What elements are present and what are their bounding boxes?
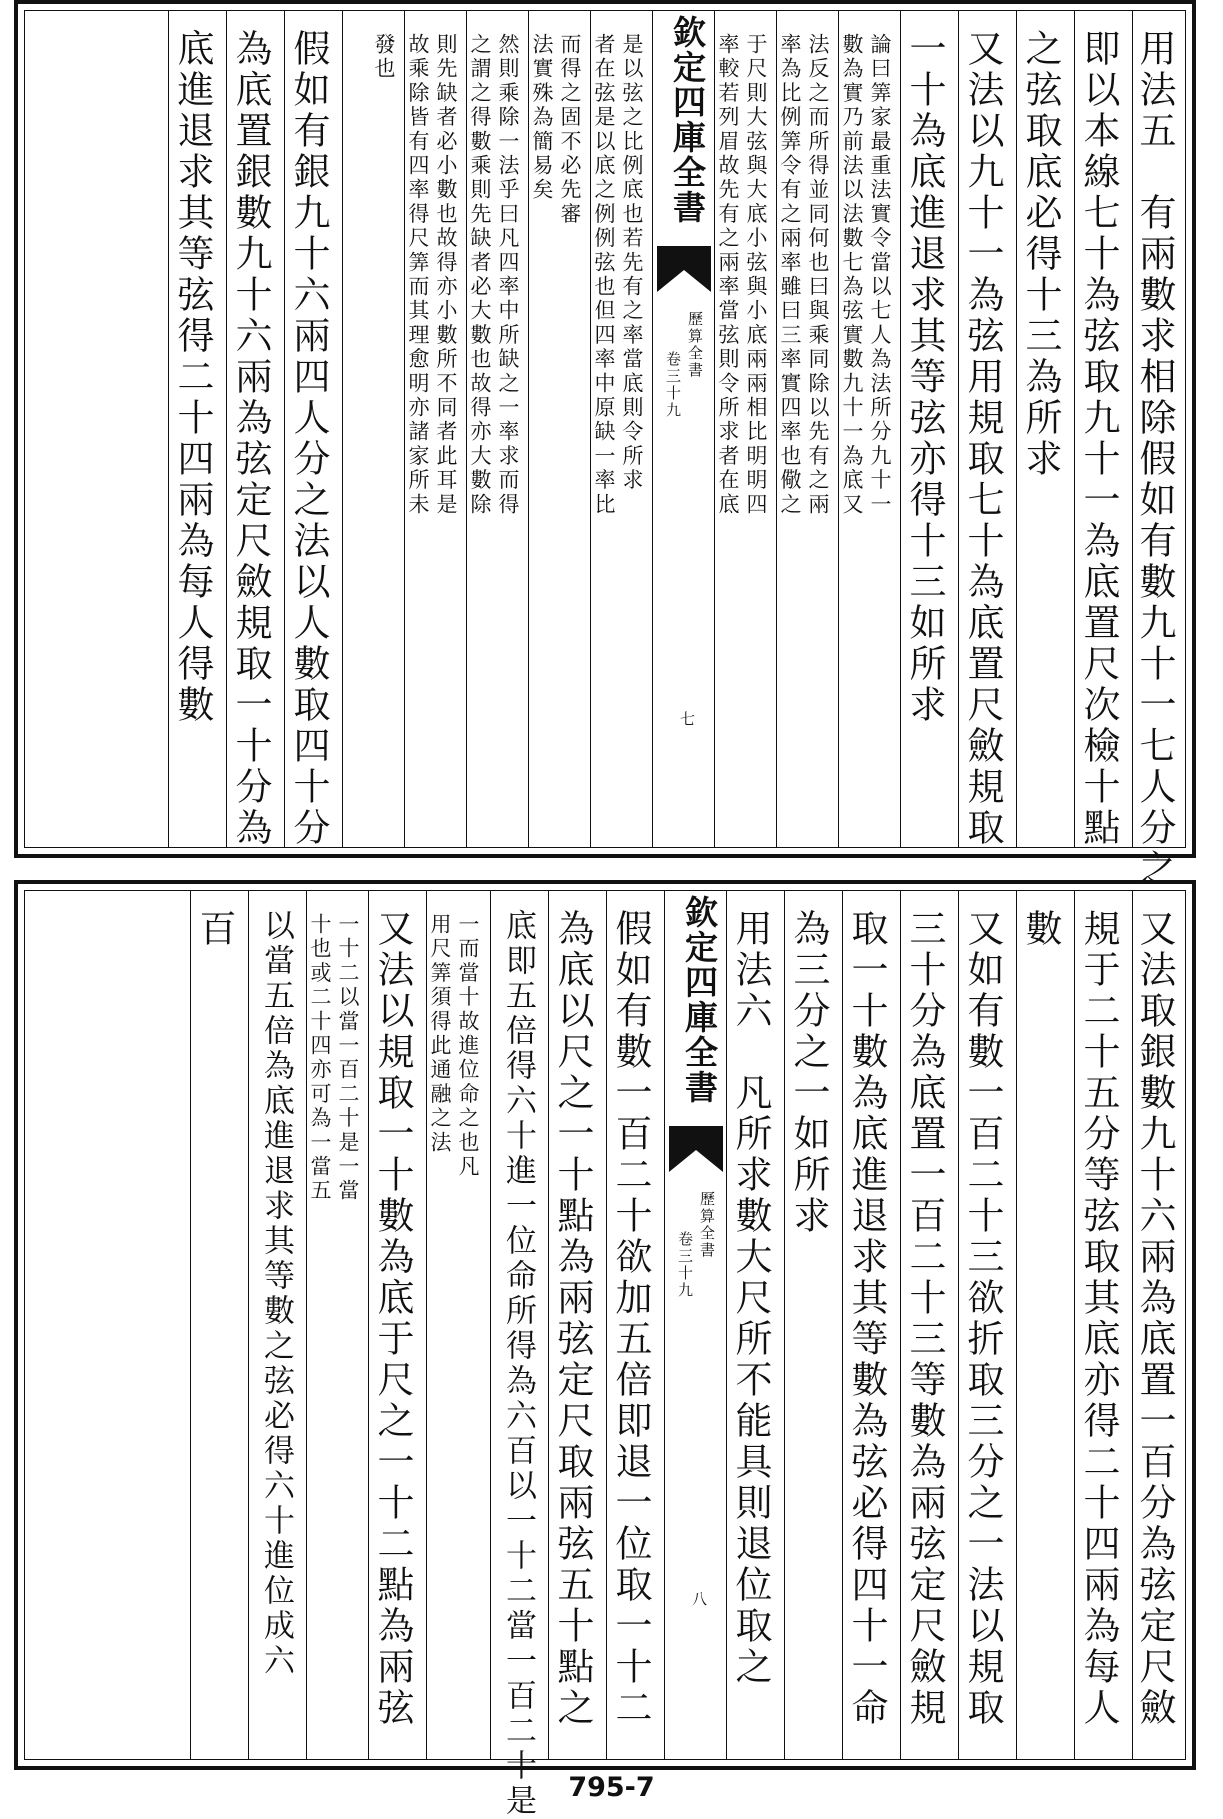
text-column-small: 發也: [372, 33, 396, 82]
column-rule: [958, 891, 959, 1759]
center-band: [655, 11, 713, 847]
text-column-small: 之謂之得數乘則先缺者必大數也故得亦大數除: [468, 33, 492, 517]
running-title: 欽定四庫全書: [668, 15, 707, 225]
text-column: 用法六 凡所求數大尺所不能具則退位取之: [729, 909, 772, 1688]
text-column: 一十為底進退求其等弦亦得十三如所求: [903, 29, 946, 726]
text-column-small: 法反之而所得並同何也曰與乘同除以先有之兩: [806, 33, 830, 517]
column-rule: [776, 11, 777, 847]
text-column: 即以本線七十為弦取九十一為底置尺次檢十點: [1077, 29, 1120, 849]
text-column: 假如有銀九十六兩四人分之法以人數取四十分: [287, 29, 330, 849]
fishtail-mark-icon: [657, 246, 711, 292]
column-rule: [1016, 11, 1017, 847]
text-column: 為底置銀數九十六兩為弦定尺斂規取一十分為: [229, 29, 272, 849]
text-column: 規于二十五分等弦取其底亦得二十四兩為每人: [1077, 909, 1120, 1729]
column-rule: [900, 891, 901, 1759]
column-rule: [606, 891, 607, 1759]
top-page-frame: [24, 10, 1186, 890]
text-column-small: 于尺則大弦與大底小弦與小底兩兩相比明明四: [744, 33, 768, 517]
text-column-small: 率為比例筭令有之兩率雖曰三率實四率也儆之: [778, 33, 802, 517]
text-column: 用法五 有兩數求相除假如有數九十一七人分之: [1133, 29, 1176, 890]
column-rule: [226, 11, 227, 847]
column-rule: [1074, 11, 1075, 847]
column-rule: [838, 11, 839, 847]
column-rule: [784, 891, 785, 1759]
text-column: 又法取銀數九十六兩為底置一百分為弦定尺斂: [1133, 909, 1176, 1729]
text-column: 取一十數為底進退求其等數為弦必得四十一命: [845, 909, 888, 1729]
text-column-small: 者在弦是以底之例例弦也但四率中原缺一率比: [592, 33, 616, 517]
text-column-small: 則先缺者必小數也故得亦小數所不同者此耳是: [434, 33, 458, 517]
text-column-small: 率較若列眉故先有之兩率當弦則令所求者在底: [716, 33, 740, 517]
text-column: 三十分為底置一百二十三等數為兩弦定尺斂規: [903, 909, 946, 1729]
text-column-small: 用尺筭須得此通融之法: [428, 913, 452, 1155]
text-column-small: 一而當十故進位命之也凡: [456, 913, 480, 1180]
column-rule: [466, 11, 467, 847]
column-rule: [190, 891, 191, 1759]
text-column-small: 是以弦之比例底也若先有之率當底則令所求: [620, 33, 644, 493]
column-rule: [958, 11, 959, 847]
column-rule: [900, 11, 901, 847]
text-column: 數: [1019, 909, 1062, 950]
juan-number: 卷三十九: [664, 351, 682, 419]
column-rule: [714, 11, 715, 847]
juan-number: 卷三十九: [676, 1231, 694, 1299]
column-rule: [842, 891, 843, 1759]
column-rule: [490, 891, 491, 1759]
column-rule: [548, 891, 549, 1759]
text-column: 為三分之一如所求: [787, 909, 830, 1237]
text-column: 為底以尺之一十點為兩弦定尺取兩弦五十點之: [551, 909, 594, 1729]
text-column-small: 而得之固不必先審: [558, 33, 582, 227]
text-column: 假如有數一百二十欲加五倍即退一位取一十二: [609, 909, 652, 1729]
text-column: 底進退求其等弦得二十四兩為每人得數: [171, 29, 214, 726]
column-rule: [248, 891, 249, 1759]
text-column: 底即五倍得六十進一位命所得為六百以一十二當一百二十是: [500, 909, 536, 1819]
column-rule: [168, 11, 169, 847]
center-band: [667, 891, 725, 1759]
book-title: 歷算全書: [686, 311, 704, 379]
folio-number: 八: [690, 1591, 708, 1608]
column-rule: [306, 891, 307, 1759]
text-column: 又如有數一百二十三欲折取三分之一法以規取: [961, 909, 1004, 1729]
text-column-small: 論曰筭家最重法實令當以七人為法所分九十一: [868, 33, 892, 517]
column-rule: [726, 891, 727, 1759]
text-column-small: 數為實乃前法以法數七為弦實數九十一為底又: [840, 33, 864, 517]
column-rule: [1132, 891, 1133, 1759]
text-column-small: 然則乘除一法乎曰凡四率中所缺之一率求而得: [496, 33, 520, 517]
column-rule: [1132, 11, 1133, 847]
column-rule: [426, 891, 427, 1759]
text-column-small: 故乘除皆有四率得尺筭而其理愈明亦諸家所未: [406, 33, 430, 517]
book-title: 歷算全書: [698, 1191, 716, 1259]
column-rule: [652, 11, 653, 847]
column-rule: [1016, 891, 1017, 1759]
text-column: 又法以九十一為弦用規取七十為底置尺斂規取: [961, 29, 1004, 849]
text-column: 又法以規取一十數為底于尺之一十二點為兩弦: [371, 909, 414, 1729]
text-column: 百: [193, 909, 236, 950]
column-rule: [590, 11, 591, 847]
fishtail-mark-icon: [669, 1126, 723, 1172]
column-rule: [368, 891, 369, 1759]
column-rule: [284, 11, 285, 847]
top-page: [14, 0, 1196, 890]
column-rule: [1074, 891, 1075, 1759]
column-rule: [664, 891, 665, 1759]
text-column: 之弦取底必得十三為所求: [1019, 29, 1062, 480]
running-title: 欽定四庫全書: [680, 895, 719, 1105]
text-column-small: 一十二以當一百二十是一當: [336, 913, 360, 1204]
text-column-small: 法實殊為簡易矣: [530, 33, 554, 203]
column-rule: [528, 11, 529, 847]
text-column-small: 十也或二十四亦可為一當五: [308, 913, 332, 1204]
page-number: 795-7: [568, 1772, 655, 1803]
column-rule: [404, 11, 405, 847]
folio-number: 七: [678, 711, 696, 728]
text-column: 以當五倍為底進退求其等數之弦必得六十進位成六: [258, 909, 294, 1679]
column-rule: [342, 11, 343, 847]
